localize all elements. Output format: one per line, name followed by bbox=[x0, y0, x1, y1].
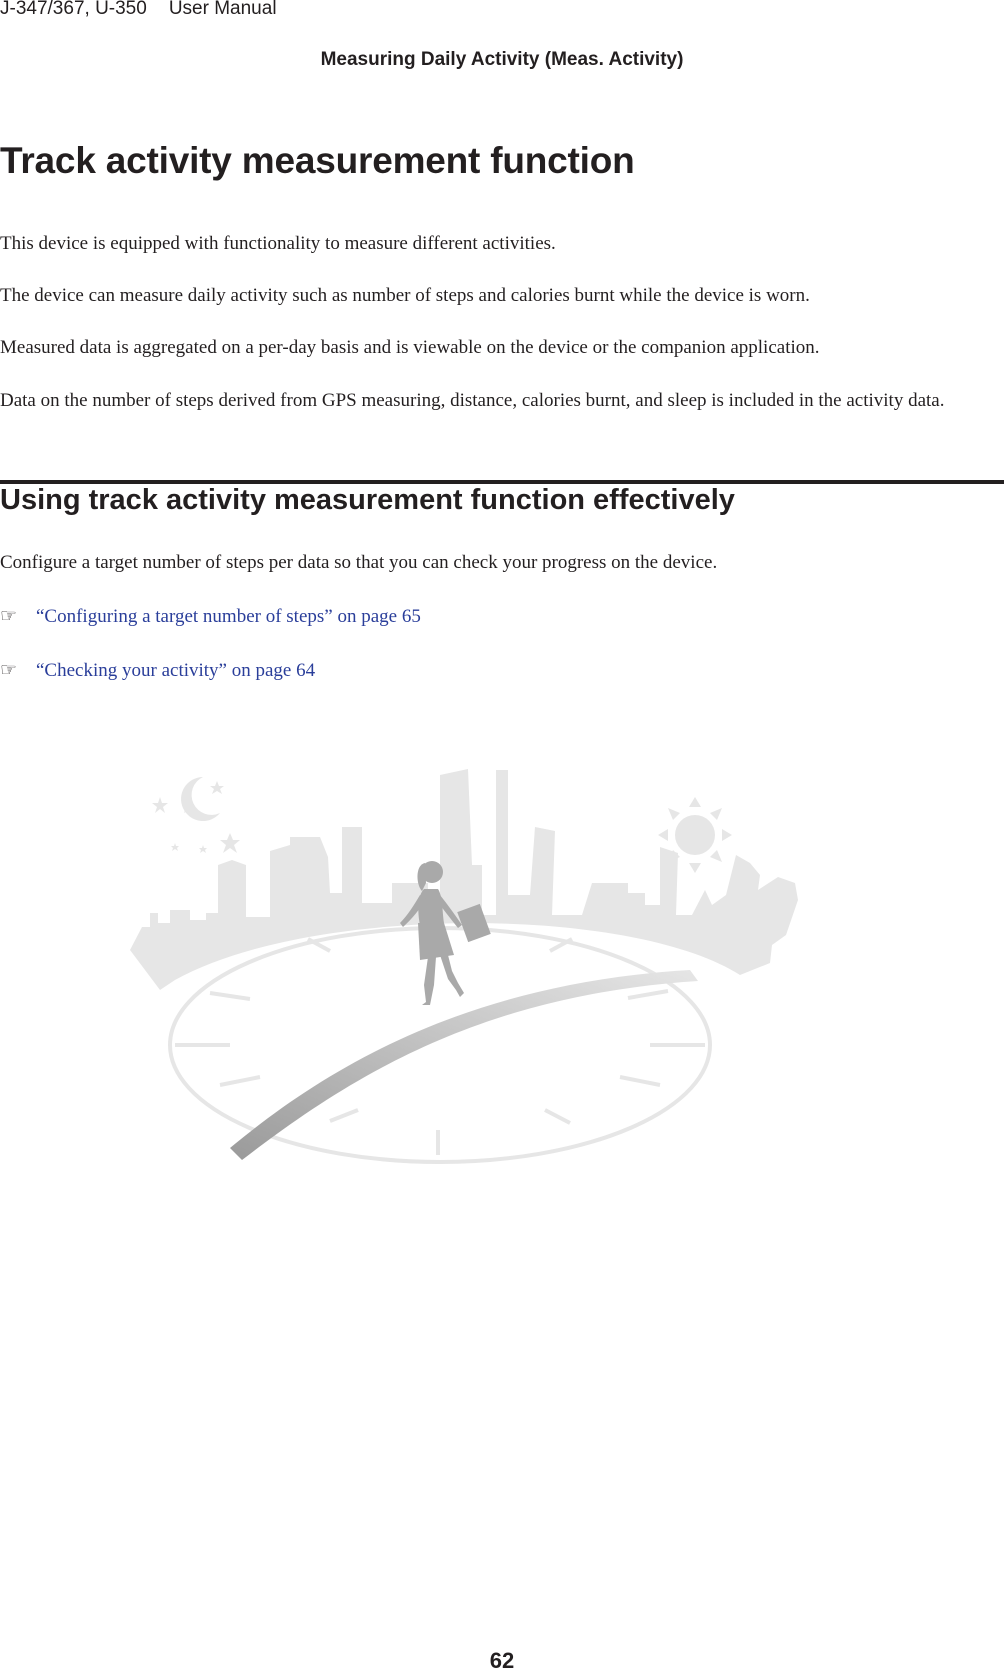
paragraph-3: Measured data is aggregated on a per-day basis and is viewable on the device or the companion application. bbox=[0, 337, 820, 358]
link-configuring-target-steps[interactable]: “Configuring a target number of steps” on page 65 bbox=[36, 606, 421, 627]
paragraph-1: This device is equipped with functionality to measure different activities. bbox=[0, 233, 556, 254]
section-title: Measuring Daily Activity (Meas. Activity) bbox=[320, 49, 684, 70]
paragraph-2: The device can measure daily activity such as number of steps and calories burnt while the device is worn. bbox=[0, 285, 810, 306]
subheading: Using track activity measurement function effectively bbox=[0, 484, 735, 516]
pointing-hand-icon: ☞ bbox=[0, 606, 18, 627]
page-number: 62 bbox=[489, 1648, 515, 1673]
model-number: J-347/367, U-350 bbox=[0, 0, 147, 19]
clock-face bbox=[170, 928, 710, 1162]
link-checking-activity[interactable]: “Checking your activity” on page 64 bbox=[36, 660, 316, 681]
link-item[interactable] bbox=[0, 604, 421, 629]
document-header bbox=[0, 0, 277, 20]
paragraph-4: Data on the number of steps derived from GPS measuring, distance, calories burnt, and sleep is included in the activity data. bbox=[0, 390, 945, 411]
link-item[interactable] bbox=[0, 658, 315, 683]
night-sky bbox=[152, 777, 240, 853]
page-title: Track activity measurement function bbox=[0, 140, 635, 181]
activity-illustration bbox=[130, 765, 800, 1170]
pointing-hand-icon: ☞ bbox=[0, 660, 18, 681]
sub-paragraph: Configure a target number of steps per data so that you can check your progress on the device. bbox=[0, 552, 718, 573]
progress-path bbox=[230, 970, 698, 1160]
manual-label: User Manual bbox=[168, 0, 277, 19]
